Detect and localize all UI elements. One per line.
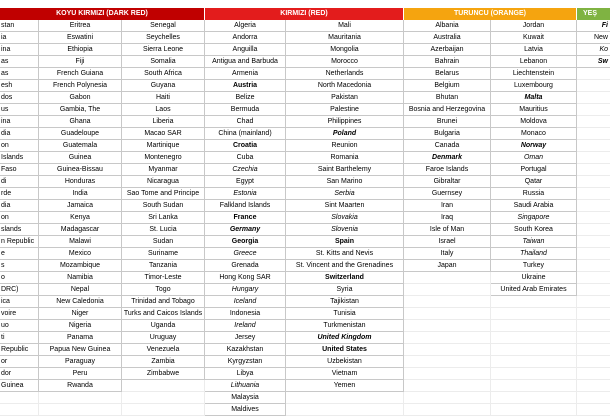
country-risk-sheet [0, 8, 610, 413]
header-red[interactable]: KIRMIZI (RED) [205, 8, 403, 20]
empty-cell[interactable] [404, 380, 491, 392]
country-cell[interactable]: Austria [205, 80, 286, 92]
country-cell[interactable]: Niger [39, 308, 122, 320]
country-cell[interactable]: Monaco [491, 128, 577, 140]
country-cell[interactable]: on [0, 140, 39, 152]
country-cell[interactable]: Taiwan [491, 236, 577, 248]
country-cell[interactable]: Fi [577, 20, 610, 32]
country-cell[interactable]: ti [0, 332, 39, 344]
country-cell[interactable]: Trinidad and Tobago [122, 296, 205, 308]
country-cell[interactable]: Fiji [39, 56, 122, 68]
country-cell[interactable]: Malaysia [205, 392, 286, 404]
country-cell[interactable]: Tanzania [122, 260, 205, 272]
country-cell[interactable]: Mongolia [286, 44, 404, 56]
country-cell[interactable]: Sudan [122, 236, 205, 248]
country-cell[interactable]: Guinea [39, 152, 122, 164]
column-dark-red-2 [39, 20, 122, 416]
country-cell[interactable]: s [0, 260, 39, 272]
country-cell[interactable]: Russia [491, 188, 577, 200]
country-cell[interactable]: Thailand [491, 248, 577, 260]
country-cell[interactable]: Nicaragua [122, 176, 205, 188]
country-cell[interactable]: Belgium [404, 80, 491, 92]
country-cell[interactable]: Tajikistan [286, 296, 404, 308]
country-cell[interactable]: Malawi [39, 236, 122, 248]
empty-cell[interactable] [577, 140, 610, 152]
header-green[interactable]: YEŞ [577, 8, 610, 20]
country-cell[interactable]: as [0, 68, 39, 80]
country-cell[interactable]: United Kingdom [286, 332, 404, 344]
country-cell[interactable]: Netherlands [286, 68, 404, 80]
country-cell[interactable]: ina [0, 44, 39, 56]
country-cell[interactable]: Isle of Man [404, 224, 491, 236]
country-cell[interactable]: Guinea-Bissau [39, 164, 122, 176]
country-cell[interactable]: dor [0, 368, 39, 380]
country-cell[interactable]: Vietnam [286, 368, 404, 380]
country-cell[interactable]: Sri Lanka [122, 212, 205, 224]
country-cell[interactable]: Republic [0, 344, 39, 356]
header-orange[interactable]: TURUNCU (ORANGE) [404, 8, 576, 20]
country-cell[interactable]: Honduras [39, 176, 122, 188]
country-cell[interactable]: Sw [577, 56, 610, 68]
country-cell[interactable]: Denmark [404, 152, 491, 164]
empty-cell[interactable] [491, 380, 577, 392]
country-cell[interactable]: Sierra Leone [122, 44, 205, 56]
country-cell[interactable]: Norway [491, 140, 577, 152]
empty-cell[interactable] [404, 320, 491, 332]
country-cell[interactable]: Palestine [286, 104, 404, 116]
country-cell[interactable]: Anguilla [205, 44, 286, 56]
country-cell[interactable]: Mozambique [39, 260, 122, 272]
country-cell[interactable]: Nepal [39, 284, 122, 296]
empty-cell[interactable] [404, 272, 491, 284]
country-cell[interactable]: New Caledonia [39, 296, 122, 308]
country-cell[interactable]: Mauritania [286, 32, 404, 44]
country-cell[interactable]: Panama [39, 332, 122, 344]
empty-cell[interactable] [577, 320, 610, 332]
empty-cell[interactable] [39, 404, 122, 416]
empty-cell[interactable] [491, 320, 577, 332]
country-cell[interactable]: Brunei [404, 116, 491, 128]
country-cell[interactable]: Guyana [122, 80, 205, 92]
empty-cell[interactable] [577, 332, 610, 344]
country-cell[interactable]: Belarus [404, 68, 491, 80]
empty-cell[interactable] [122, 380, 205, 392]
empty-cell[interactable] [577, 344, 610, 356]
country-cell[interactable]: Suriname [122, 248, 205, 260]
country-cell[interactable]: Algeria [205, 20, 286, 32]
country-cell[interactable]: Ghana [39, 116, 122, 128]
empty-cell[interactable] [577, 392, 610, 404]
country-cell[interactable]: Martinique [122, 140, 205, 152]
country-cell[interactable]: Zimbabwe [122, 368, 205, 380]
country-cell[interactable]: Morocco [286, 56, 404, 68]
country-cell[interactable]: St. Lucia [122, 224, 205, 236]
country-cell[interactable]: di [0, 176, 39, 188]
country-cell[interactable]: Iraq [404, 212, 491, 224]
empty-cell[interactable] [577, 260, 610, 272]
country-cell[interactable]: Guadeloupe [39, 128, 122, 140]
country-cell[interactable]: dia [0, 200, 39, 212]
country-cell[interactable]: voire [0, 308, 39, 320]
country-cell[interactable]: Canada [404, 140, 491, 152]
country-cell[interactable]: Montenegro [122, 152, 205, 164]
country-cell[interactable]: Portugal [491, 164, 577, 176]
empty-cell[interactable] [404, 356, 491, 368]
country-cell[interactable]: Ireland [205, 320, 286, 332]
country-cell[interactable]: China (mainland) [205, 128, 286, 140]
country-cell[interactable]: Moldova [491, 116, 577, 128]
country-cell[interactable]: French Polynesia [39, 80, 122, 92]
country-cell[interactable]: Romania [286, 152, 404, 164]
country-cell[interactable]: Japan [404, 260, 491, 272]
country-cell[interactable]: Myanmar [122, 164, 205, 176]
country-cell[interactable]: Kazakhstan [205, 344, 286, 356]
country-cell[interactable]: Slovakia [286, 212, 404, 224]
country-cell[interactable]: Yemen [286, 380, 404, 392]
country-cell[interactable]: Mexico [39, 248, 122, 260]
country-cell[interactable]: Pakistan [286, 92, 404, 104]
country-cell[interactable]: Hungary [205, 284, 286, 296]
country-cell[interactable]: ina [0, 116, 39, 128]
country-cell[interactable]: Nigeria [39, 320, 122, 332]
empty-cell[interactable] [491, 332, 577, 344]
country-cell[interactable]: Spain [286, 236, 404, 248]
country-cell[interactable]: Guernsey [404, 188, 491, 200]
empty-cell[interactable] [122, 392, 205, 404]
country-cell[interactable]: Venezuela [122, 344, 205, 356]
country-cell[interactable]: Tunisia [286, 308, 404, 320]
country-cell[interactable]: Estonia [205, 188, 286, 200]
country-cell[interactable]: dia [0, 128, 39, 140]
country-cell[interactable]: Saint Barthelemy [286, 164, 404, 176]
country-cell[interactable]: Czechia [205, 164, 286, 176]
empty-cell[interactable] [577, 404, 610, 416]
empty-cell[interactable] [577, 188, 610, 200]
country-cell[interactable]: Falkland Islands [205, 200, 286, 212]
country-cell[interactable]: DRC) [0, 284, 39, 296]
country-cell[interactable]: Reunion [286, 140, 404, 152]
country-cell[interactable]: Gibraltar [404, 176, 491, 188]
empty-cell[interactable] [577, 368, 610, 380]
country-cell[interactable]: Saudi Arabia [491, 200, 577, 212]
empty-cell[interactable] [491, 308, 577, 320]
empty-cell[interactable] [577, 380, 610, 392]
country-cell[interactable]: Georgia [205, 236, 286, 248]
empty-cell[interactable] [577, 116, 610, 128]
country-cell[interactable]: Mali [286, 20, 404, 32]
country-cell[interactable]: Gabon [39, 92, 122, 104]
empty-cell[interactable] [491, 296, 577, 308]
country-cell[interactable]: Syria [286, 284, 404, 296]
empty-cell[interactable] [577, 104, 610, 116]
country-cell[interactable]: Bahrain [404, 56, 491, 68]
country-cell[interactable]: Zambia [122, 356, 205, 368]
country-cell[interactable]: Hong Kong SAR [205, 272, 286, 284]
country-cell[interactable]: Namibia [39, 272, 122, 284]
country-cell[interactable]: Liberia [122, 116, 205, 128]
country-cell[interactable]: Rwanda [39, 380, 122, 392]
country-cell[interactable]: Senegal [122, 20, 205, 32]
country-cell[interactable]: Indonesia [205, 308, 286, 320]
country-cell[interactable]: Jamaica [39, 200, 122, 212]
empty-cell[interactable] [286, 404, 404, 416]
country-cell[interactable]: Ukraine [491, 272, 577, 284]
country-cell[interactable]: Bulgaria [404, 128, 491, 140]
country-cell[interactable]: Australia [404, 32, 491, 44]
empty-cell[interactable] [404, 308, 491, 320]
country-cell[interactable]: Paraguay [39, 356, 122, 368]
country-cell[interactable]: Islands [0, 152, 39, 164]
country-cell[interactable]: Switzerland [286, 272, 404, 284]
country-cell[interactable]: Uzbekistan [286, 356, 404, 368]
country-cell[interactable]: Mauritius [491, 104, 577, 116]
empty-cell[interactable] [577, 80, 610, 92]
empty-cell[interactable] [577, 272, 610, 284]
country-cell[interactable]: slands [0, 224, 39, 236]
country-cell[interactable]: Lebanon [491, 56, 577, 68]
country-cell[interactable]: France [205, 212, 286, 224]
country-cell[interactable]: Eritrea [39, 20, 122, 32]
country-cell[interactable]: uo [0, 320, 39, 332]
country-cell[interactable]: ia [0, 32, 39, 44]
country-cell[interactable]: Liechtenstein [491, 68, 577, 80]
empty-cell[interactable] [0, 404, 39, 416]
country-cell[interactable]: Jersey [205, 332, 286, 344]
country-cell[interactable]: St. Kitts and Nevis [286, 248, 404, 260]
empty-cell[interactable] [577, 92, 610, 104]
country-cell[interactable]: Croatia [205, 140, 286, 152]
column-dark-red-1 [0, 20, 39, 416]
country-cell[interactable]: rde [0, 188, 39, 200]
empty-cell[interactable] [404, 284, 491, 296]
country-cell[interactable]: French Guiana [39, 68, 122, 80]
country-cell[interactable]: Guinea [0, 380, 39, 392]
country-cell[interactable]: Maldives [205, 404, 286, 416]
country-cell[interactable]: Lithuania [205, 380, 286, 392]
empty-cell[interactable] [577, 308, 610, 320]
column-green-1 [577, 20, 610, 416]
empty-cell[interactable] [122, 404, 205, 416]
country-cell[interactable]: us [0, 104, 39, 116]
empty-cell[interactable] [577, 212, 610, 224]
empty-cell[interactable] [404, 344, 491, 356]
country-cell[interactable]: Jordan [491, 20, 577, 32]
country-cell[interactable]: Turkey [491, 260, 577, 272]
country-cell[interactable]: San Marino [286, 176, 404, 188]
empty-cell[interactable] [577, 152, 610, 164]
country-cell[interactable]: e [0, 248, 39, 260]
empty-cell[interactable] [404, 332, 491, 344]
country-cell[interactable]: Ethiopia [39, 44, 122, 56]
empty-cell[interactable] [577, 200, 610, 212]
empty-cell[interactable] [404, 368, 491, 380]
country-cell[interactable]: or [0, 356, 39, 368]
country-cell[interactable]: ica [0, 296, 39, 308]
country-cell[interactable]: South Sudan [122, 200, 205, 212]
country-cell[interactable]: Iceland [205, 296, 286, 308]
country-cell[interactable]: South Africa [122, 68, 205, 80]
country-cell[interactable]: dos [0, 92, 39, 104]
country-cell[interactable]: Togo [122, 284, 205, 296]
country-cell[interactable]: New [577, 32, 610, 44]
empty-cell[interactable] [577, 128, 610, 140]
country-cell[interactable]: Qatar [491, 176, 577, 188]
country-cell[interactable]: Haiti [122, 92, 205, 104]
country-cell[interactable]: Grenada [205, 260, 286, 272]
column-red-1 [205, 20, 286, 416]
empty-cell[interactable] [491, 368, 577, 380]
country-cell[interactable]: United States [286, 344, 404, 356]
column-red-2 [286, 20, 404, 416]
country-cell[interactable]: Turkmenistan [286, 320, 404, 332]
country-cell[interactable]: Albania [404, 20, 491, 32]
country-cell[interactable]: Israel [404, 236, 491, 248]
country-cell[interactable]: Ko [577, 44, 610, 56]
country-cell[interactable]: Slovenia [286, 224, 404, 236]
country-cell[interactable]: Libya [205, 368, 286, 380]
empty-cell[interactable] [286, 392, 404, 404]
country-cell[interactable]: Sint Maarten [286, 200, 404, 212]
country-cell[interactable]: Timor-Leste [122, 272, 205, 284]
country-cell[interactable]: Seychelles [122, 32, 205, 44]
country-cell[interactable]: Germany [205, 224, 286, 236]
empty-cell[interactable] [577, 284, 610, 296]
empty-cell[interactable] [404, 404, 491, 416]
country-cell[interactable]: Armenia [205, 68, 286, 80]
country-cell[interactable]: Kuwait [491, 32, 577, 44]
country-cell[interactable]: Malta [491, 92, 577, 104]
empty-cell[interactable] [404, 392, 491, 404]
country-cell[interactable]: Sao Tome and Principe [122, 188, 205, 200]
country-cell[interactable]: Bosnia and Herzegovina [404, 104, 491, 116]
empty-cell[interactable] [491, 392, 577, 404]
country-cell[interactable]: United Arab Emirates [491, 284, 577, 296]
country-cell[interactable]: North Macedonia [286, 80, 404, 92]
header-dark-red[interactable]: KOYU KIRMIZI (DARK RED) [0, 8, 204, 20]
country-cell[interactable]: Papua New Guinea [39, 344, 122, 356]
country-cell[interactable]: Eswatini [39, 32, 122, 44]
country-cell[interactable]: Kenya [39, 212, 122, 224]
country-cell[interactable]: Singapore [491, 212, 577, 224]
empty-cell[interactable] [39, 392, 122, 404]
country-cell[interactable]: Uruguay [122, 332, 205, 344]
country-cell[interactable]: as [0, 56, 39, 68]
empty-cell[interactable] [491, 344, 577, 356]
empty-cell[interactable] [491, 404, 577, 416]
country-cell[interactable]: Serbia [286, 188, 404, 200]
country-cell[interactable]: Gambia, The [39, 104, 122, 116]
country-cell[interactable]: Turks and Caicos Islands [122, 308, 205, 320]
country-cell[interactable]: Peru [39, 368, 122, 380]
empty-cell[interactable] [577, 356, 610, 368]
country-cell[interactable]: Somalia [122, 56, 205, 68]
column-orange-1 [404, 20, 491, 416]
country-cell[interactable]: Uganda [122, 320, 205, 332]
country-cell[interactable]: Laos [122, 104, 205, 116]
empty-cell[interactable] [577, 236, 610, 248]
column-orange-2 [491, 20, 577, 416]
empty-cell[interactable] [491, 356, 577, 368]
country-cell[interactable]: India [39, 188, 122, 200]
country-cell[interactable]: Bhutan [404, 92, 491, 104]
country-cell[interactable]: o [0, 272, 39, 284]
country-cell[interactable]: Belize [205, 92, 286, 104]
empty-cell[interactable] [404, 296, 491, 308]
country-cell[interactable]: Faroe Islands [404, 164, 491, 176]
empty-cell[interactable] [577, 224, 610, 236]
country-cell[interactable]: Kyrgyzstan [205, 356, 286, 368]
country-cell[interactable]: Guatemala [39, 140, 122, 152]
country-cell[interactable]: Macao SAR [122, 128, 205, 140]
country-cell[interactable]: Latvia [491, 44, 577, 56]
country-cell[interactable]: St. Vincent and the Grenadines [286, 260, 404, 272]
country-cell[interactable]: Azerbaijan [404, 44, 491, 56]
country-cell[interactable]: Madagascar [39, 224, 122, 236]
country-cell[interactable]: Andorra [205, 32, 286, 44]
country-cell[interactable]: Luxembourg [491, 80, 577, 92]
country-cell[interactable]: Greece [205, 248, 286, 260]
country-cell[interactable]: South Korea [491, 224, 577, 236]
empty-cell[interactable] [577, 176, 610, 188]
country-cell[interactable]: Poland [286, 128, 404, 140]
country-cell[interactable]: Antigua and Barbuda [205, 56, 286, 68]
empty-cell[interactable] [577, 68, 610, 80]
country-cell[interactable]: n Republic [0, 236, 39, 248]
empty-cell[interactable] [577, 164, 610, 176]
country-cell[interactable]: Bermuda [205, 104, 286, 116]
country-cell[interactable]: Philippines [286, 116, 404, 128]
country-cell[interactable]: Cuba [205, 152, 286, 164]
empty-cell[interactable] [0, 392, 39, 404]
country-cell[interactable]: Egypt [205, 176, 286, 188]
country-cell[interactable]: esh [0, 80, 39, 92]
country-cell[interactable]: Chad [205, 116, 286, 128]
empty-cell[interactable] [577, 248, 610, 260]
country-cell[interactable]: Italy [404, 248, 491, 260]
empty-cell[interactable] [577, 296, 610, 308]
country-cell[interactable]: Oman [491, 152, 577, 164]
country-cell[interactable]: on [0, 212, 39, 224]
country-cell[interactable]: stan [0, 20, 39, 32]
column-dark-red-3 [122, 20, 205, 416]
country-cell[interactable]: Iran [404, 200, 491, 212]
country-cell[interactable]: Faso [0, 164, 39, 176]
